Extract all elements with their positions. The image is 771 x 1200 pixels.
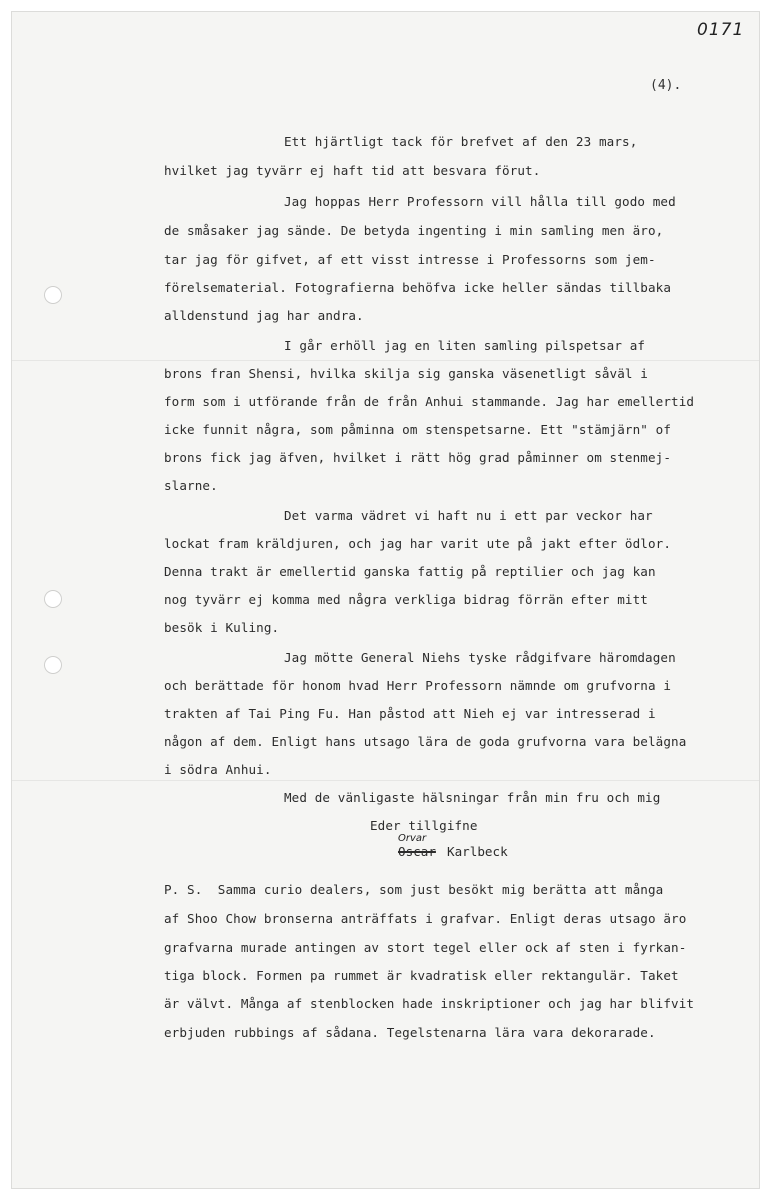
text-line: lockat fram kräldjuren, och jag har varit ute på jakt efter ödlor. [164, 536, 672, 551]
postscript-line: är välvt. Många af stenblocken hade inskriptioner och jag har blifvit [164, 996, 695, 1011]
text-line: brons fick jag äfven, hvilket i rätt hög grad påminner om stenmej- [164, 450, 672, 465]
punch-hole [44, 656, 62, 674]
archive-number: 0171 [697, 20, 745, 40]
text-line: besök i Kuling. [164, 620, 280, 635]
page-number: (4). [650, 78, 682, 93]
text-line: hvilket jag tyvärr ej haft tid att besvara förut. [164, 163, 541, 178]
struck-signature: Oscar [398, 844, 436, 859]
text-line: form som i utförande från de från Anhui stammande. Jag har emellertid [164, 394, 695, 409]
text-line: i södra Anhui. [164, 762, 272, 777]
text-line: de småsaker jag sände. De betyda ingenting i min samling men äro, [164, 223, 664, 238]
text-line: tar jag för gifvet, af ett visst intresse i Professorns som jem- [164, 252, 656, 267]
text-line: någon af dem. Enligt hans utsago lära de goda grufvorna vara belägna [164, 734, 687, 749]
closing-valediction: Eder tillgifne [370, 818, 478, 833]
text-line: Denna trakt är emellertid ganska fattig på reptilier och jag kan [164, 564, 656, 579]
paper-fold [12, 780, 759, 781]
punch-hole [44, 590, 62, 608]
text-line: Jag mötte General Niehs tyske rådgifvare häromdagen [284, 650, 676, 665]
text-line: brons fran Shensi, hvilka skilja sig ganska väsenetligt såväl i [164, 366, 648, 381]
text-line: och berättade för honom hvad Herr Professorn nämnde om grufvorna i [164, 678, 672, 693]
postscript-line: erbjuden rubbings af sådana. Tegelstenarna lära vara dekorarade. [164, 1025, 656, 1040]
text-line: Jag hoppas Herr Professorn vill hålla till godo med [284, 194, 676, 209]
postscript-line: tiga block. Formen pa rummet är kvadratisk eller rektangulär. Taket [164, 968, 679, 983]
handwritten-signature: Orvar [398, 833, 427, 844]
text-line: I går erhöll jag en liten samling pilspetsar af [284, 338, 646, 353]
text-line: alldenstund jag har andra. [164, 308, 364, 323]
paper-fold [12, 360, 759, 361]
punch-hole [44, 286, 62, 304]
closing-greeting: Med de vänligaste hälsningar från min fru och mig [284, 790, 661, 805]
text-line: slarne. [164, 478, 218, 493]
text-line: Ett hjärtligt tack för brefvet af den 23 mars, [284, 134, 638, 149]
signature-surname: Karlbeck [447, 844, 508, 859]
text-line: trakten af Tai Ping Fu. Han påstod att Nieh ej var intresserad i [164, 706, 656, 721]
text-line: förelsematerial. Fotografierna behöfva icke heller sändas tillbaka [164, 280, 672, 295]
text-line: icke funnit några, som påminna om stenspetsarne. Ett "stämjärn" of [164, 422, 672, 437]
postscript-line: af Shoo Chow bronserna anträffats i grafvar. Enligt deras utsago äro [164, 911, 687, 926]
text-line: nog tyvärr ej komma med några verkliga bidrag förrän efter mitt [164, 592, 648, 607]
text-line: Det varma vädret vi haft nu i ett par veckor har [284, 508, 653, 523]
postscript-line: P. S. Samma curio dealers, som just besökt mig berätta att många [164, 882, 664, 897]
postscript-line: grafvarna murade antingen av stort tegel eller ock af sten i fyrkan- [164, 940, 687, 955]
